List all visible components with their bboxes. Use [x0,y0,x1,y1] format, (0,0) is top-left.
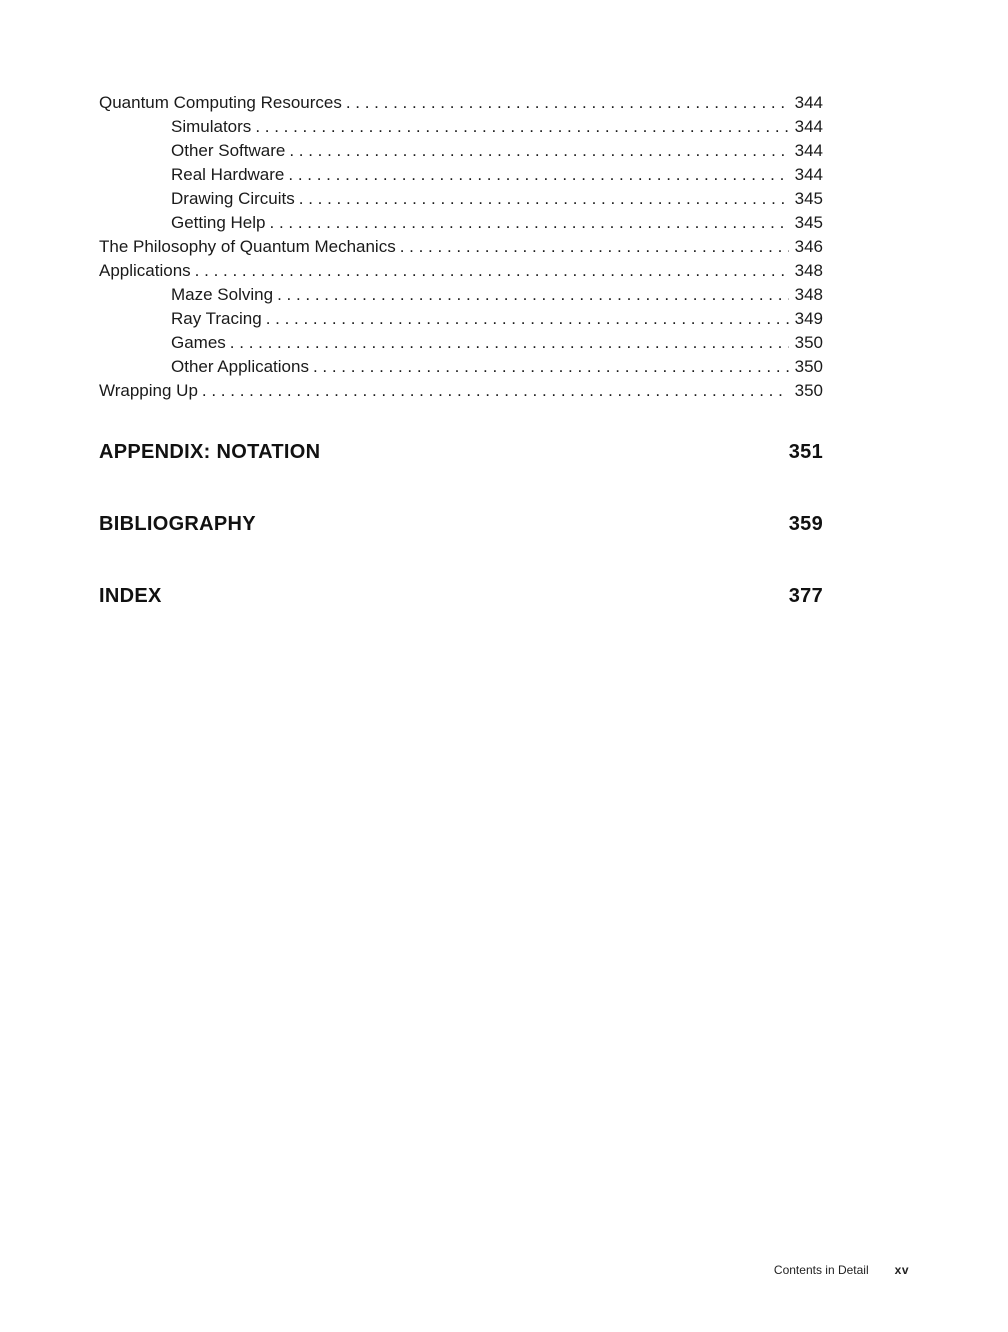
toc-subentry[interactable] [99,163,823,187]
chapter-page: 351 [788,441,823,463]
toc-entry-title: Maze Solving [171,285,274,304]
chapter-entry-appendix[interactable] [99,441,823,464]
running-head: Contents in Detail [773,1263,869,1277]
chapter-title: APPENDIX: NOTATION [99,441,321,463]
chapter-entry-bibliography[interactable] [99,513,823,536]
dot-leader [289,139,788,163]
toc-entry-title: Getting Help [171,213,266,232]
dot-leader [400,235,789,259]
toc-entry-page: 349 [794,309,823,328]
toc-entry-page: 345 [794,189,823,208]
page-footer [774,1263,909,1277]
toc-subentry[interactable] [99,355,823,379]
dot-leader [255,115,788,139]
chapter-entry-index[interactable] [99,585,823,608]
dot-leader [346,91,789,115]
toc-entry-title: Quantum Computing Resources [99,93,342,112]
toc-subentry[interactable] [99,283,823,307]
toc-subentry[interactable] [99,115,823,139]
toc-subentry[interactable] [99,187,823,211]
toc-entry[interactable] [99,235,823,259]
dot-leader [230,331,789,355]
toc-entry-title: Games [171,333,226,352]
toc-entry-title: Ray Tracing [171,309,262,328]
dot-leader [266,307,789,331]
chapter-page: 377 [788,585,823,607]
toc-entry-title: Applications [99,261,191,280]
toc-entry-title: Simulators [171,117,252,136]
toc-entry-page: 348 [794,285,823,304]
toc-entry-title: Real Hardware [171,165,285,184]
toc-entry[interactable] [99,379,823,403]
toc-entry-page: 348 [794,261,823,280]
toc-entry-title: Other Software [171,141,286,160]
toc-subentry[interactable] [99,331,823,355]
chapter-title: INDEX [99,585,162,607]
dot-leader [195,259,789,283]
toc-entry[interactable] [99,259,823,283]
dot-leader [277,283,789,307]
toc-entry-page: 344 [794,117,823,136]
page-number: xv [894,1263,909,1277]
toc-section [99,91,823,403]
chapter-page: 359 [788,513,823,535]
chapter-title: BIBLIOGRAPHY [99,513,256,535]
toc-subentry[interactable] [99,307,823,331]
toc-entry-page: 350 [794,333,823,352]
toc-subentry[interactable] [99,211,823,235]
toc-entry-page: 344 [794,141,823,160]
toc-entry-page: 344 [794,165,823,184]
toc-subentry[interactable] [99,139,823,163]
dot-leader [288,163,788,187]
dot-leader [313,355,789,379]
toc-entry-title: The Philosophy of Quantum Mechanics [99,237,396,256]
toc-entry-page: 350 [794,357,823,376]
toc-entry-title: Other Applications [171,357,309,376]
toc-entry[interactable] [99,91,823,115]
toc-entry-page: 346 [794,237,823,256]
toc-entry-title: Wrapping Up [99,381,198,400]
toc-entry-page: 350 [794,381,823,400]
toc-entry-title: Drawing Circuits [171,189,295,208]
dot-leader [270,211,789,235]
dot-leader [202,379,789,403]
dot-leader [299,187,789,211]
toc-entry-page: 345 [794,213,823,232]
toc-entry-page: 344 [794,93,823,112]
